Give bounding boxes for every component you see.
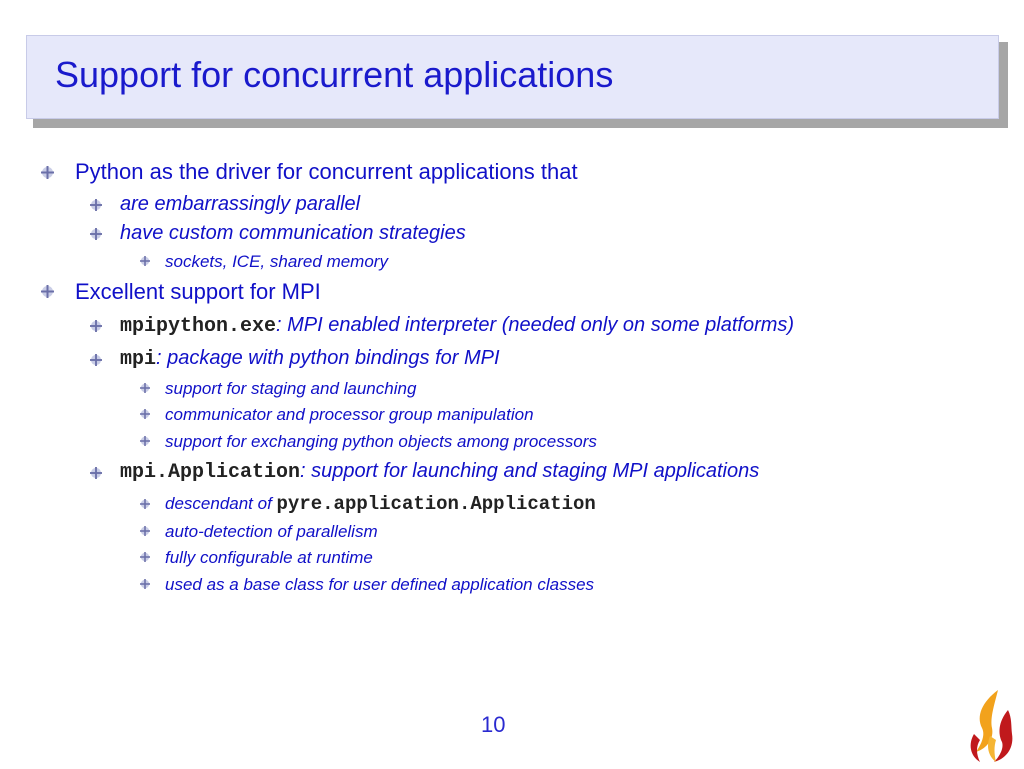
bullet-mpi-application: mpi.Application: support for launching and staging MPI applications bbox=[120, 460, 760, 484]
bullet-python-driver: Python as the driver for concurrent applications that bbox=[75, 159, 578, 184]
bullet-exchanging-objects: support for exchanging python objects among processors bbox=[165, 432, 597, 451]
cross-bullet-icon bbox=[90, 354, 102, 366]
cross-bullet-icon bbox=[90, 467, 102, 479]
bullet-mpipython-exe: mpipython.exe: MPI enabled interpreter (needed only on some platforms) bbox=[120, 314, 795, 338]
bullet-base-class: used as a base class for user defined application classes bbox=[165, 575, 595, 594]
cross-bullet-icon bbox=[140, 383, 150, 393]
cross-bullet-icon bbox=[140, 256, 150, 266]
cross-bullet-icon bbox=[90, 320, 102, 332]
cross-bullet-icon bbox=[90, 228, 102, 240]
cross-bullet-icon bbox=[90, 199, 102, 211]
cross-bullet-icon bbox=[140, 526, 150, 536]
bullet-embarrassingly-parallel: are embarrassingly parallel bbox=[120, 193, 361, 215]
bullet-mpi-support: Excellent support for MPI bbox=[75, 279, 321, 304]
bullet-fully-configurable: fully configurable at runtime bbox=[165, 548, 373, 567]
bullet-staging-launching: support for staging and launching bbox=[165, 379, 417, 398]
bullet-sockets-ice: sockets, ICE, shared memory bbox=[165, 252, 388, 271]
bullet-communicator-group: communicator and processor group manipulation bbox=[165, 405, 534, 424]
cross-bullet-icon bbox=[41, 285, 54, 298]
cross-bullet-icon bbox=[140, 436, 150, 446]
slide-title: Support for concurrent applications bbox=[55, 54, 614, 95]
cross-bullet-icon bbox=[140, 579, 150, 589]
cross-bullet-icon bbox=[41, 166, 54, 179]
cross-bullet-icon bbox=[140, 552, 150, 562]
page-number: 10 bbox=[481, 712, 506, 737]
bullet-descendant-of: descendant of pyre.application.Application bbox=[165, 493, 596, 515]
bullet-mpi-package: mpi: package with python bindings for MPI bbox=[120, 347, 500, 371]
flame-logo-icon bbox=[968, 688, 1020, 764]
cross-bullet-icon bbox=[140, 499, 150, 509]
bullet-auto-detection: auto-detection of parallelism bbox=[165, 522, 378, 541]
cross-bullet-icon bbox=[140, 409, 150, 419]
bullet-custom-communication: have custom communication strategies bbox=[120, 222, 466, 244]
